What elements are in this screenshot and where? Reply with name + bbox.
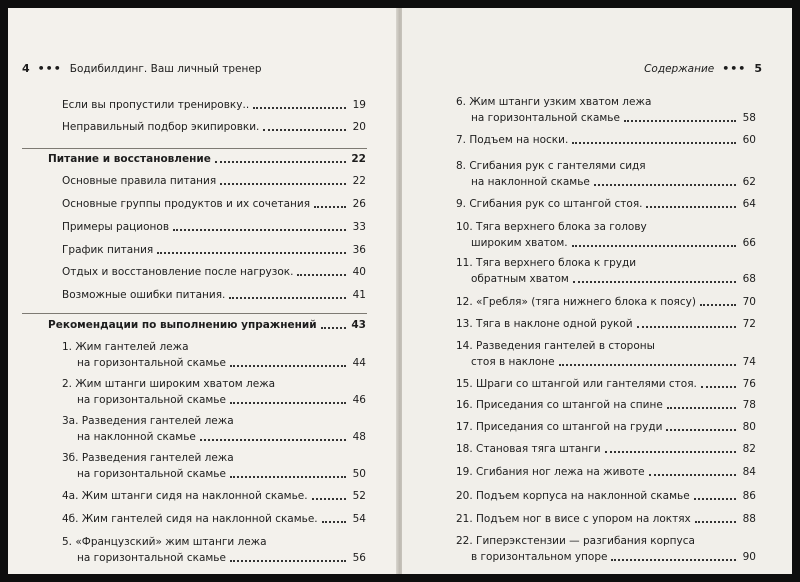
toc-section-heading: Рекомендации по выполнению упражнений 43 xyxy=(48,319,366,331)
toc-entry: Возможные ошибки питания. 41 xyxy=(62,289,366,301)
toc-entry: 2. Жим штанги широким хватом лежа на горизонтальной скамье 46 xyxy=(62,378,366,406)
toc-entry: 18. Становая тяга штанги 82 xyxy=(456,443,756,455)
section-divider xyxy=(22,148,367,149)
left-page-number: 4 xyxy=(22,62,30,75)
toc-entry: Основные правила питания 22 xyxy=(62,175,366,187)
toc-entry: 21. Подъем ног в висе с упором на локтях 88 xyxy=(456,513,756,525)
toc-entry: 17. Приседания со штангой на груди 80 xyxy=(456,421,756,433)
toc-entry: 11. Тяга верхнего блока к груди обратным хватом 68 xyxy=(456,257,756,285)
toc-entry: 6. Жим штанги узким хватом лежа на горизонтальной скамье 58 xyxy=(456,96,756,124)
toc-entry: Примеры рационов 33 xyxy=(62,221,366,233)
right-running-head-title: Содержание xyxy=(644,62,715,75)
section-divider xyxy=(22,313,367,314)
toc-entry: 1. Жим гантелей лежа на горизонтальной скамье 44 xyxy=(62,341,366,369)
running-head-dots: ••• xyxy=(37,62,62,75)
left-page xyxy=(8,8,398,574)
toc-entry: График питания 36 xyxy=(62,244,366,256)
toc-entry: 4б. Жим гантелей сидя на наклонной скамье. 54 xyxy=(62,513,366,525)
left-running-head-title: Бодибилдинг. Ваш личный тренер xyxy=(69,62,262,75)
toc-entry: 13. Тяга в наклоне одной рукой 72 xyxy=(456,318,756,330)
right-running-head xyxy=(644,62,762,75)
toc-section-heading: Питание и восстановление 22 xyxy=(48,153,366,165)
toc-entry: 3б. Разведения гантелей лежа на горизонтальной скамье 50 xyxy=(62,452,366,480)
toc-entry: 19. Сгибания ног лежа на животе 84 xyxy=(456,466,756,478)
running-head-dots: ••• xyxy=(722,62,747,75)
toc-entry: Неправильный подбор экипировки. 20 xyxy=(62,121,366,133)
toc-entry: 16. Приседания со штангой на спине 78 xyxy=(456,399,756,411)
toc-entry: 12. «Гребля» (тяга нижнего блока к поясу) 70 xyxy=(456,296,756,308)
toc-entry: Если вы пропустили тренировку.. 19 xyxy=(62,99,366,111)
toc-entry: 9. Сгибания рук со штангой стоя. 64 xyxy=(456,198,756,210)
toc-entry: 5. «Французский» жим штанги лежа на горизонтальной скамье 56 xyxy=(62,536,366,564)
left-running-head xyxy=(22,62,261,75)
toc-entry: Основные группы продуктов и их сочетания 26 xyxy=(62,198,366,210)
toc-entry: 3а. Разведения гантелей лежа на наклонной скамье 48 xyxy=(62,415,366,443)
toc-entry: 10. Тяга верхнего блока за голову широким хватом. 66 xyxy=(456,221,756,249)
toc-entry: 15. Шраги со штангой или гантелями стоя. 76 xyxy=(456,378,756,390)
toc-entry: 4а. Жим штанги сидя на наклонной скамье. 52 xyxy=(62,490,366,502)
toc-entry: 7. Подъем на носки. 60 xyxy=(456,134,756,146)
right-page xyxy=(402,8,792,574)
toc-entry: 8. Сгибания рук с гантелями сидя на наклонной скамье 62 xyxy=(456,160,756,188)
toc-entry: Отдых и восстановление после нагрузок. 40 xyxy=(62,266,366,278)
right-page-number: 5 xyxy=(754,62,762,75)
toc-entry: 22. Гиперэкстензии — разгибания корпуса в горизонтальном упоре 90 xyxy=(456,535,756,563)
toc-entry: 14. Разведения гантелей в стороны стоя в наклоне 74 xyxy=(456,340,756,368)
toc-entry: 20. Подъем корпуса на наклонной скамье 86 xyxy=(456,490,756,502)
